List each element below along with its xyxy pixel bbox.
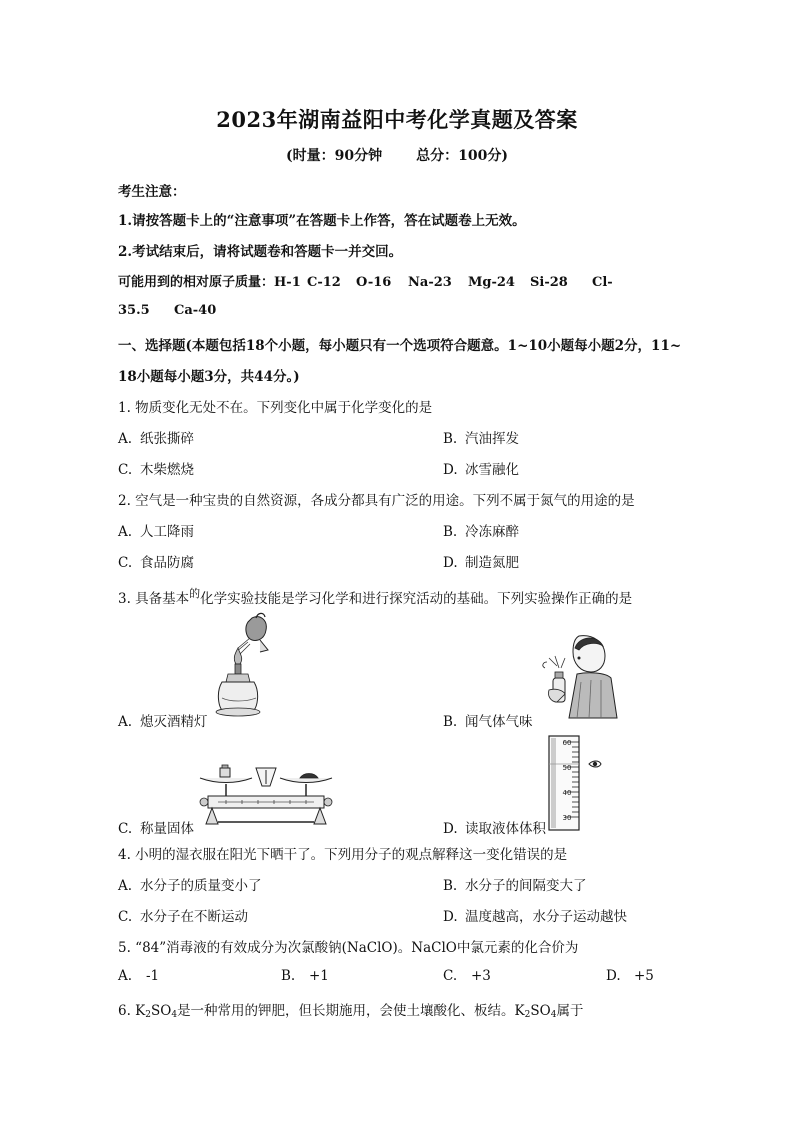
section-heading-cont: 18小题每小题3分，共44分。) xyxy=(118,369,300,385)
q5-option-d: D. +5 xyxy=(606,968,654,984)
cylinder-tick-label: 60 xyxy=(562,739,572,747)
atom-mass-cont: 35.5 xyxy=(118,303,150,318)
q3-option-b: B. 闻气体气味 xyxy=(443,714,533,730)
atom-mass: Cl- xyxy=(592,275,613,290)
atom-mass: C-12 xyxy=(307,275,341,290)
q3-option-d: D. 读取液体体积 xyxy=(443,821,546,837)
atomic-mass-line xyxy=(118,271,613,290)
q1-option-c: C. 木柴燃烧 xyxy=(118,462,194,478)
question-4-stem: 4. 小明的湿衣服在阳光下晒干了。下列用分子的观点解释这一变化错误的是 xyxy=(118,847,568,863)
graduated-cylinder-figure xyxy=(545,734,607,832)
notice-item-2: 2.考试结束后，请将试题卷和答题卡一并交回。 xyxy=(118,244,403,260)
question-3-stem: 3. 具备基本$^的$化学实验技能是学习化学和进行探究活动的基础。下列实验操作正确的是 xyxy=(118,587,633,607)
q4-option-d: D. 温度越高，水分子运动越快 xyxy=(443,909,627,925)
atom-mass: Ca-40 xyxy=(174,303,217,318)
question-2-stem: 2. 空气是一种宝贵的自然资源，各成分都具有广泛的用途。下列不属于氮气的用途的是 xyxy=(118,493,635,509)
atom-mass: H-1 xyxy=(274,275,301,290)
question-1-stem: 1. 物质变化无处不在。下列变化中属于化学变化的是 xyxy=(118,400,433,416)
q2-option-d: D. 制造氮肥 xyxy=(443,555,519,571)
q4-option-a: A. 水分子的质量变小了 xyxy=(118,878,262,894)
q2-option-c: C. 食品防腐 xyxy=(118,555,194,571)
cylinder-tick-label: 30 xyxy=(562,814,572,822)
page-title: 2023年湖南益阳中考化学真题及答案 xyxy=(216,107,578,132)
atom-mass: Mg-24 xyxy=(468,275,515,290)
atom-mass: Na-23 xyxy=(408,275,452,290)
alcohol-lamp-blowing-figure xyxy=(210,612,274,722)
atomic-mass-label: 可能用到的相对原子质量： xyxy=(118,275,275,290)
q5-option-c: C. +3 xyxy=(443,968,491,984)
q4-option-b: B. 水分子的间隔变大了 xyxy=(443,878,587,894)
question-5-stem: 5. “84”消毒液的有效成分为次氯酸钠(NaClO)。NaClO中氯元素的化合价为 xyxy=(118,940,579,956)
exam-info xyxy=(0,145,794,165)
q2-option-a: A. 人工降雨 xyxy=(118,524,194,540)
q3-option-c: C. 称量固体 xyxy=(118,821,194,837)
notice-item-1: 1.请按答题卡上的“注意事项”在答题卡上作答，答在试题卷上无效。 xyxy=(118,213,526,229)
cylinder-tick-label: 40 xyxy=(562,789,572,797)
atomic-mass-line-2 xyxy=(118,303,216,318)
q3-option-a: A. 熄灭酒精灯 xyxy=(118,714,208,730)
q1-option-d: D. 冰雪融化 xyxy=(443,462,519,478)
section-heading: 一、选择题(本题包括18个小题，每小题只有一个选项符合题意。1~10小题每小题2分，11~ xyxy=(118,338,682,354)
q5-option-b: B. +1 xyxy=(281,968,329,984)
balance-figure xyxy=(196,762,336,830)
atom-mass: O-16 xyxy=(356,275,392,290)
smelling-gas-figure xyxy=(535,632,621,722)
q2-option-b: B. 冷冻麻醉 xyxy=(443,524,519,540)
cylinder-tick-label: 50 xyxy=(562,764,572,772)
notice-heading: 考生注意： xyxy=(118,184,186,200)
q4-option-c: C. 水分子在不断运动 xyxy=(118,909,248,925)
atom-mass: Si-28 xyxy=(530,275,568,290)
exam-time: (时量：90分钟 xyxy=(286,148,383,164)
question-6-stem: 6. $K_2SO_4$是一种常用的钾肥，但长期施用，会使土壤酸化、板结。$K_2SO_4$属于 xyxy=(118,1003,584,1020)
q1-option-b: B. 汽油挥发 xyxy=(443,431,519,447)
exam-score: 总分：100分) xyxy=(416,148,508,164)
q1-option-a: A. 纸张撕碎 xyxy=(118,431,194,447)
q5-option-a: A. -1 xyxy=(118,968,160,984)
